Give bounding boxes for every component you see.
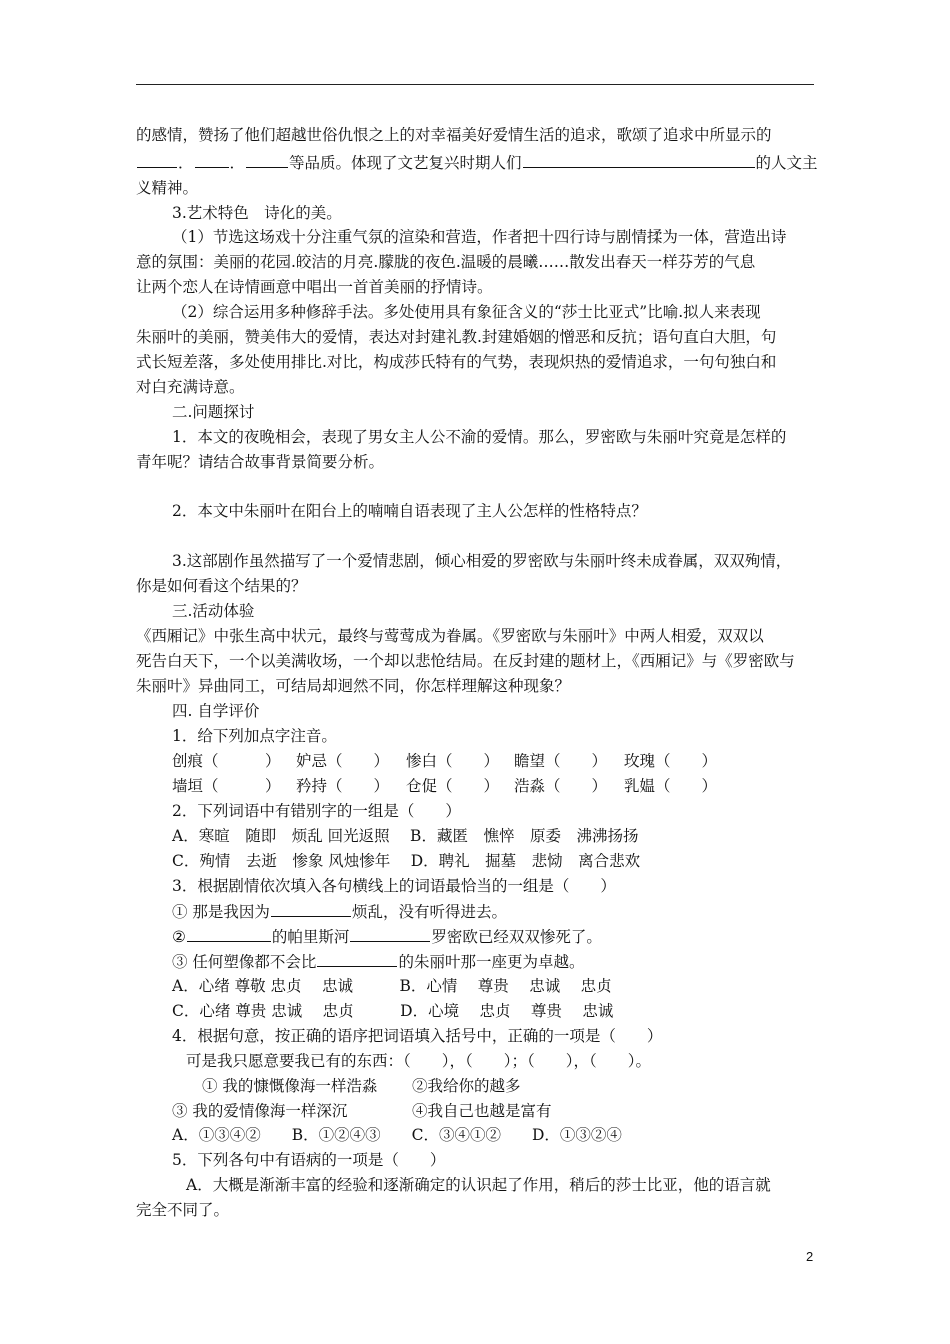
question-line: 1．本文的夜晚相会，表现了男女主人公不渝的爱情。那么，罗密欧与朱丽叶究竟是怎样的 (172, 428, 787, 446)
question-stem: 1．给下列加点字注音。 (172, 727, 337, 745)
paragraph-line: 朱丽叶》异曲同工，可结局却迥然不同，你怎样理解这种现象？ (136, 677, 571, 695)
intro-line-3: 义精神。 (136, 179, 199, 197)
blank (246, 151, 288, 168)
question-line: 青年呢？请结合故事背景简要分析。 (136, 453, 385, 471)
paragraph-line: 朱丽叶的美丽，赞美伟大的爱情，表达对封建礼教.封建婚姻的憎恶和反抗；语句直白大胆，句 (136, 328, 777, 346)
question-line: 你是如何看这个结果的？ (136, 577, 307, 595)
question-line: 2．本文中朱丽叶在阳台上的喃喃自语表现了主人公怎样的性格特点？ (172, 502, 647, 520)
paragraph-line: 让两个恋人在诗情画意中唱出一首首美丽的抒情诗。 (136, 278, 493, 296)
blank (137, 151, 177, 168)
item-row-1: ① 我的慷慨像海一样浩淼 ②我给你的越多 (202, 1077, 521, 1095)
option-line: C．殉情 去逝 惨象 风烛惨年 D．聘礼 掘墓 悲恸 离合悲欢 (172, 852, 641, 870)
paragraph-line: （2）综合运用多种修辞手法。多处使用具有象征含义的“莎士比亚式”比喻.拟人来表现 (172, 303, 761, 321)
section-heading: 二.问题探讨 (172, 403, 255, 421)
question-line: 3.这部剧作虽然描写了一个爱情悲剧，倾心相爱的罗密欧与朱丽叶终未成眷属，双双殉情， (172, 552, 792, 570)
intro-line-1: 的感情，赞扬了他们超越世俗仇恨之上的对幸福美好爱情生活的追求，歌颂了追求中所显示的 (136, 126, 772, 144)
question-stem: 5．下列各句中有语病的一项是（ ） (172, 1151, 446, 1169)
question-sentence: 可是我只愿意要我已有的东西：（ ），（ ）；（ ），（ ）。 (186, 1052, 652, 1070)
header-rule (136, 84, 814, 85)
page-number: 2 (806, 1249, 814, 1264)
blank (317, 950, 397, 967)
intro-line-2: ． ． 等品质。体现了文艺复兴时期人们 的人文主 (136, 151, 826, 174)
paragraph-line: 式长短差落，多处使用排比.对比，构成莎氏特有的气势，表现炽热的爱情追求，一句句独白和 (136, 353, 777, 371)
blank (350, 925, 430, 942)
option-line: A．①③④② B．①②④③ C．③④①② D．①③②④ (172, 1126, 622, 1144)
section-heading: 3.艺术特色 诗化的美。 (172, 204, 342, 222)
pinyin-row-1: 创痕（ ） 妒忌（ ） 惨白（ ） 瞻望（ ） 玫瑰（ ） (172, 752, 718, 770)
question-stem: 4．根据句意，按正确的语序把词语填入括号中，正确的一项是（ ） (172, 1027, 663, 1045)
section-heading: 四. 自学评价 (172, 702, 260, 720)
blank (195, 151, 229, 168)
paragraph-line: 意的氛围：美丽的花园.皎洁的月亮.朦胧的夜色.温暖的晨曦……散发出春天一样芬芳的气息 (136, 253, 756, 271)
blank (187, 925, 271, 942)
option-line: A．寒暄 随即 烦乱 回光返照 B．藏匿 憔悴 原委 沸沸扬扬 (172, 827, 639, 845)
blank (523, 151, 755, 168)
paragraph-line: （1）节选这场戏十分注重气氛的渲染和营造，作者把十四行诗与剧情揉为一体，营造出诗 (172, 228, 787, 246)
option-line: A．大概是渐渐丰富的经验和逐渐确定的认识起了作用，稍后的莎士比亚，他的语言就 (186, 1176, 771, 1194)
question-stem: 2．下列词语中有错别字的一组是（ ） (172, 802, 461, 820)
item-row-2: ③ 我的爱情像海一样深沉 ④我自己也越是富有 (172, 1102, 552, 1120)
section-heading: 三.活动体验 (172, 602, 255, 620)
question-stem: 3．根据剧情依次填入各句横线上的词语最恰当的一组是（ ） (172, 877, 616, 895)
option-line: A．心绪 尊敬 忠贞 忠诚 B．心情 尊贵 忠诚 忠贞 (172, 977, 612, 995)
option-line: C．心绪 尊贵 忠诚 忠贞 D．心境 忠贞 尊贵 忠诚 (172, 1002, 614, 1020)
fill-sentence-2: ② 的帕里斯河 罗密欧已经双双惨死了。 (172, 925, 862, 948)
paragraph-line: 死告白天下，一个以美满收场，一个却以悲怆结局。在反封建的题材上，《西厢记》与《罗密欧与 (136, 652, 795, 670)
option-line: 完全不同了。 (136, 1201, 230, 1219)
paragraph-line: 对白充满诗意。 (136, 378, 245, 396)
pinyin-row-2: 墙垣（ ） 矜持（ ） 仓促（ ） 浩淼（ ） 乳媪（ ） (172, 777, 718, 795)
paragraph-line: 《西厢记》中张生高中状元，最终与莺莺成为眷属。《罗密欧与朱丽叶》中两人相爱，双双以 (136, 627, 764, 645)
fill-sentence-3: ③ 任何塑像都不会比 的朱丽叶那一座更为卓越。 (172, 950, 862, 973)
blank (271, 900, 351, 917)
fill-sentence-1: ① 那是我因为 烦乱，没有听得进去。 (172, 900, 862, 923)
